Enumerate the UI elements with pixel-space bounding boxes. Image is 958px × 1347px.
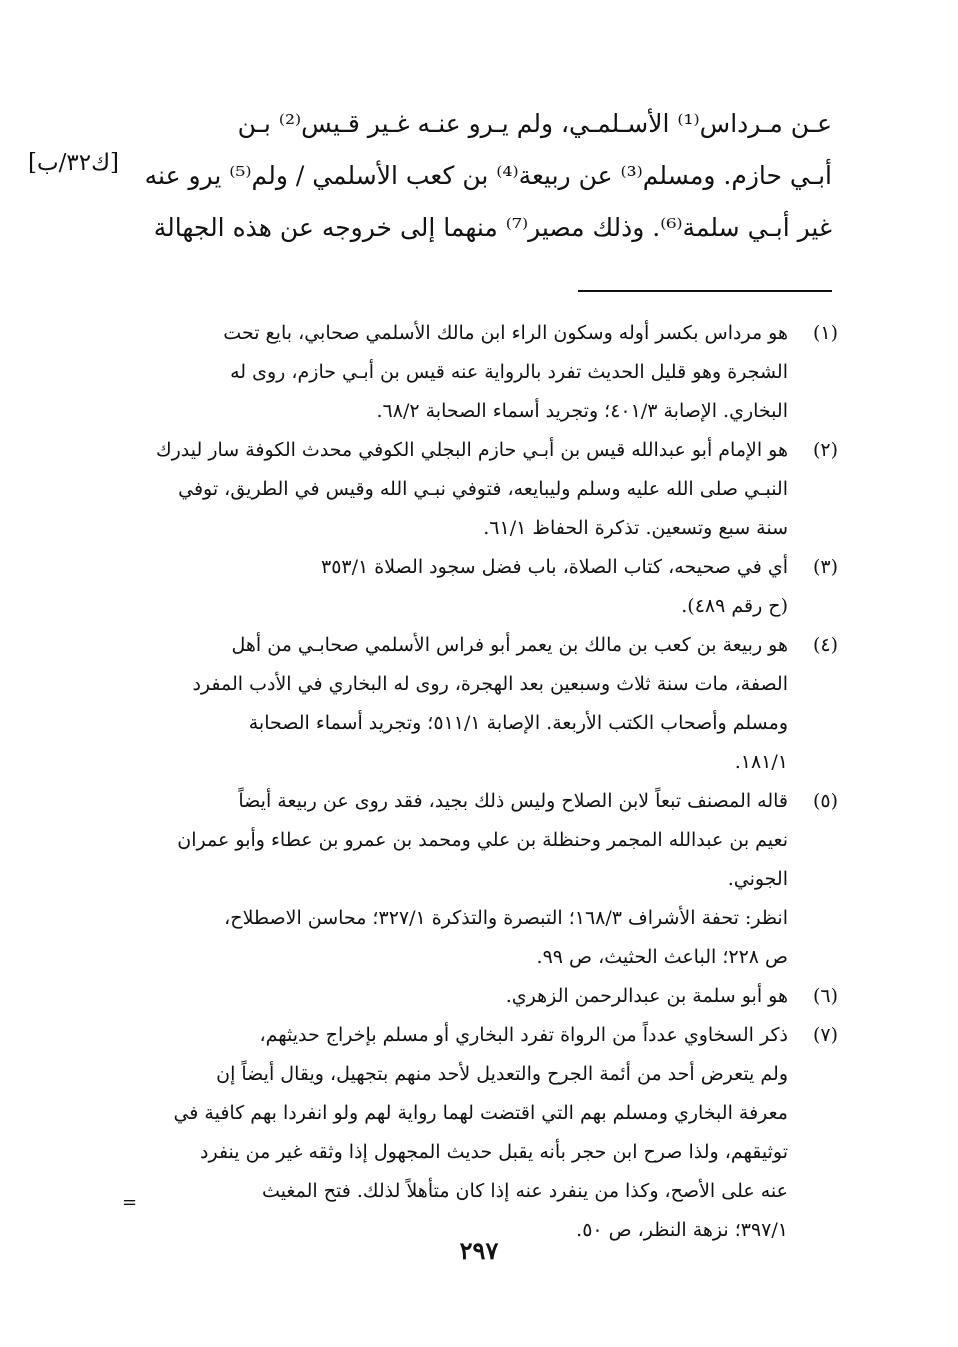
footnote-text (138, 977, 788, 1016)
footnote (138, 977, 838, 1016)
footnote-line: نعيم بن عبدالله المجمر وحنظلة بن علي ومحمد بن عمرو بن عطاء وأبو عمران (177, 829, 788, 851)
footnote-line: قاله المصنف تبعاً لابن الصلاح وليس ذلك بجيد، فقد روى عن ربيعة أيضاً (238, 790, 788, 812)
footnote-line: البخاري. الإصابة ٤٠١/٣؛ وتجريد أسماء الصحابة ٦٨/٢. (376, 400, 788, 422)
footnote-line: (ح رقم ٤٨٩). (681, 595, 788, 617)
footnote-line: النبـي صلى الله عليه وسلم وليبايعه، فتوفي نبـي الله وقيس في الطريق، توفي (178, 478, 788, 500)
footnote-line: توثيقهم، ولذا صرح ابن حجر بأنه يقبل حديث المجهول إذا وثقه غير من ينفرد (200, 1141, 788, 1163)
footnote (138, 548, 838, 626)
footnote (138, 431, 838, 548)
footnote-line: أي في صحيحه، كتاب الصلاة، باب فضل سجود الصلاة ٣٥٣/١ (320, 556, 788, 578)
footnote-line: هو ربيعة بن كعب بن مالك بن يعمر أبو فراس الأسلمي صحابـي من أهل (231, 634, 788, 656)
footnote-text (138, 548, 788, 626)
main-text-line: غير أبـي سلمة⁽⁶⁾. وذلك مصير⁽⁷⁾ منهما إلى خروجه عن هذه الجهالة (153, 213, 832, 242)
footnote-number: (٥) (812, 790, 838, 812)
footnote-text (138, 314, 788, 431)
footnote (138, 1016, 838, 1250)
main-text-line: عـن مـرداس⁽¹⁾ الأسـلمـي، ولم يـرو عنـه غـير قـيس⁽²⁾ بـن (237, 109, 832, 138)
footnote-line: سنة سبع وتسعين. تذكرة الحفاظ ٦١/١. (483, 517, 788, 539)
footnote-line: هو أبو سلمة بن عبدالرحمن الزهري. (505, 985, 788, 1007)
footnote-number: (٤) (812, 634, 838, 656)
footnote-text (138, 431, 788, 548)
continuation-mark: = (122, 1192, 138, 1213)
footnote-line: الصفة، مات سنة ثلاث وسبعين بعد الهجرة، روى له البخاري في الأدب المفرد (192, 673, 788, 695)
main-text-line: أبـي حازم. ومسلم⁽³⁾ عن ربيعة⁽⁴⁾ بن كعب الأسلمي / ولم⁽⁵⁾ يرو عنه (144, 161, 832, 190)
footnote-line: هو الإمام أبو عبدالله قيس بن أبـي حازم البجلي الكوفي محدث الكوفة سار ليدرك (155, 439, 788, 461)
page-number: ٢٩٧ (459, 1236, 499, 1265)
footnotes (138, 314, 838, 1250)
footnote-line: ص ٢٢٨؛ الباعث الحثيث، ص ٩٩. (536, 946, 788, 968)
footnote (138, 626, 838, 782)
footnote-line: انظر: تحفة الأشراف ١٦٨/٣؛ التبصرة والتذكرة ٣٢٧/١؛ محاسن الاصطلاح، (224, 907, 788, 929)
footnote-line: ذكر السخاوي عدداً من الرواة تفرد البخاري أو مسلم بإخراج حديثهم، (259, 1024, 788, 1046)
footnote-number: (٣) (812, 556, 838, 578)
footnote-line: معرفة البخاري ومسلم بهم التي اقتضت لهما رواية لهم ولو انفردا بهم كافية في (173, 1102, 788, 1124)
footnote-line: الشجرة وهو قليل الحديث تفرد بالرواية عنه قيس بن أبـي حازم، روى له (230, 361, 788, 383)
footnote-line: ولم يتعرض أحد من أئمة الجرح والتعديل لأحد منهم بتجهيل، ويقال أيضاً إن (216, 1063, 788, 1085)
footnote-text (138, 782, 788, 977)
footnote-line: ومسلم وأصحاب الكتب الأربعة. الإصابة ٥١١/١؛ وتجريد أسماء الصحابة (248, 712, 788, 734)
footnote-number: (٢) (812, 439, 838, 461)
footnote-number: (٧) (812, 1024, 838, 1046)
footnote-line: ١٨١/١. (734, 751, 788, 773)
footnote-text (138, 1016, 788, 1250)
main-text (130, 98, 832, 254)
footnote (138, 314, 838, 431)
footnote-number: (١) (812, 322, 838, 344)
footnote-line: عنه على الأصح، وكذا من ينفرد عنه إذا كان متأهلاً لذلك. فتح المغيث (262, 1180, 788, 1202)
manuscript-reference: [ك٣٢/ب] (28, 150, 120, 176)
footnote-text (138, 626, 788, 782)
footnote-number: (٦) (812, 985, 838, 1007)
footnote-line: هو مرداس بكسر أوله وسكون الراء ابن مالك الأسلمي صحابي، بايع تحت (223, 322, 788, 344)
footnote-line: الجوني. (727, 868, 788, 890)
footnote (138, 782, 838, 977)
footnote-line: ٣٩٧/١؛ نزهة النظر، ص ٥٠. (576, 1219, 788, 1241)
footnote-separator (578, 290, 832, 292)
